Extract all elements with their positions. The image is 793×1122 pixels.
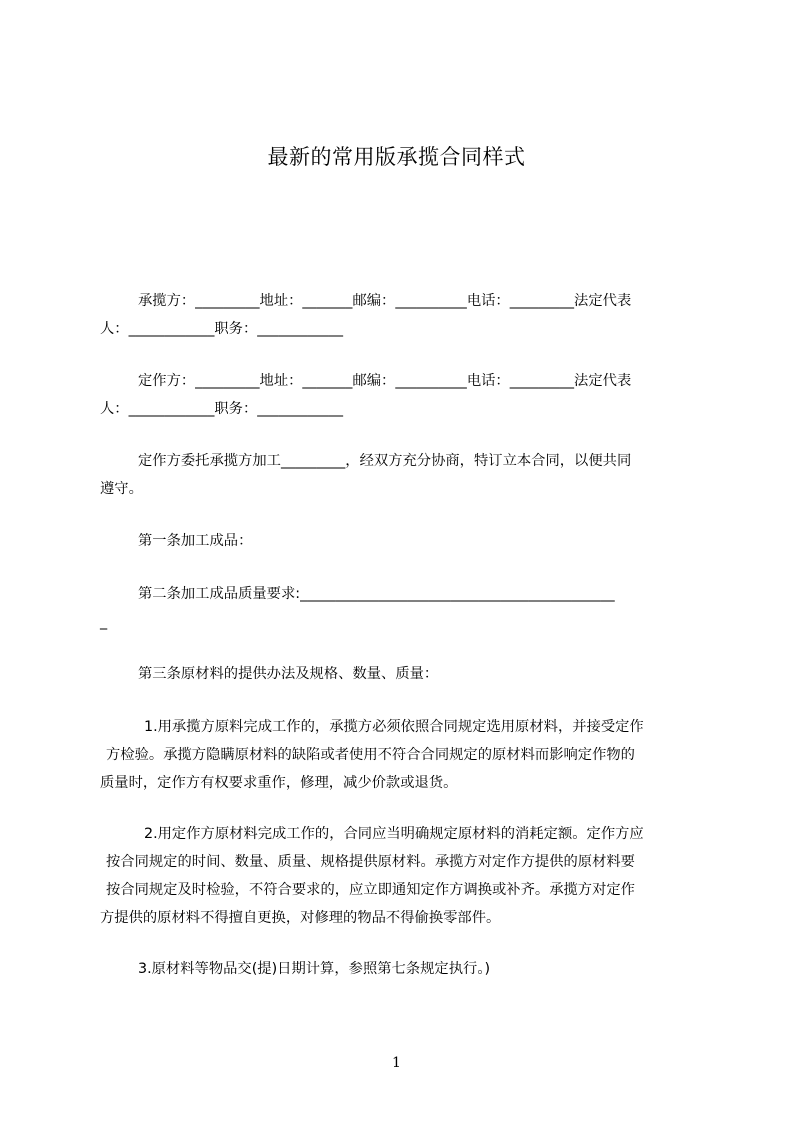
item-1-line-3: 质量时，定作方有权要求重作，修理，减少价款或退货。: [100, 775, 458, 791]
item-2-line-4: 方提供的原材料不得擅自更换，对修理的物品不得偷换零部件。: [100, 910, 501, 926]
item-2-line-1: 2.用定作方原材料完成工作的，合同应当明确规定原材料的消耗定额。定作方应: [144, 826, 644, 842]
article-2-line-1: 第二条加工成品质量要求:____________________________________________: [138, 586, 615, 602]
item-2-line-3: 按合同规定及时检验，不符合要求的，应立即通知定作方调换或补齐。承揽方对定作: [106, 882, 635, 898]
item-3-paragraph: [100, 955, 700, 983]
item-2-line-2: 按合同规定的时间、数量、质量、规格提供原材料。承揽方对定作方提供的原材料要: [106, 854, 635, 870]
article-3-text: 第三条原材料的提供办法及规格、数量、质量：: [138, 666, 439, 682]
article-2-line-2: _: [100, 614, 108, 630]
client-line-2: 人：____________职务：____________: [100, 401, 344, 417]
preamble-line-1: 定作方委托承揽方加工_________，经双方充分协商，特订立本合同，以便共同: [138, 453, 632, 469]
item-3-text: 3.原材料等物品交(提)日期计算，参照第七条规定执行。): [138, 961, 491, 977]
client-party-block: [100, 367, 700, 423]
preamble-paragraph: [100, 447, 700, 503]
client-line-1: 定作方：_________地址：_______邮编：__________电话：_________法定代表: [138, 373, 632, 389]
page-number: 1: [392, 1055, 401, 1071]
item-1-line-2: 方检验。承揽方隐瞒原材料的缺陷或者使用不符合合同规定的原材料而影响定作物的: [106, 747, 635, 763]
article-1-text: 第一条加工成品：: [138, 533, 253, 549]
contractor-line-2: 人：____________职务：____________: [100, 321, 344, 337]
item-1-paragraph: [100, 713, 700, 797]
article-1: [100, 527, 700, 555]
contractor-party-block: [100, 287, 700, 343]
item-2-paragraph: [100, 820, 700, 932]
preamble-line-2: 遵守。: [100, 481, 143, 497]
article-2: [100, 580, 700, 636]
item-1-line-1: 1.用承揽方原料完成工作的，承揽方必须依照合同规定选用原材料，并接受定作: [144, 719, 644, 735]
contractor-line-1: 承揽方：_________地址：_______邮编：__________电话：_________法定代表: [138, 293, 632, 309]
document-title: 最新的常用版承揽合同样式: [267, 145, 526, 169]
article-3: [100, 660, 700, 688]
